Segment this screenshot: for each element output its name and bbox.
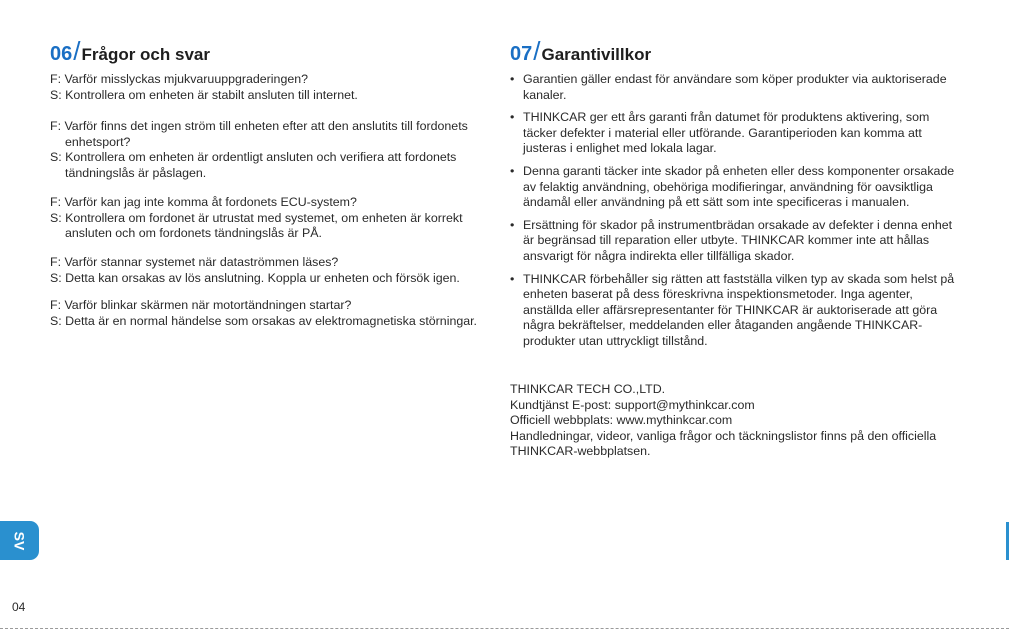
bullet-icon: • [510,72,515,86]
warranty-section-title: Garantivillkor [541,45,652,64]
bullet-icon: • [510,217,515,232]
faq-answer: S: Detta kan orsakas av lös anslutning. Koppla ur enheten och försök igen. [50,270,460,285]
bullet-icon: • [510,110,515,125]
faq-item [50,255,505,286]
warranty-term [510,272,965,350]
resources-note: Handledningar, videor, vanliga frågor och täckningslistor finns på den officiella THINKCAR-webbplatsen. [510,428,937,459]
faq-answer: S: Kontrollera om enheten är ordentligt ansluten och verifiera att fordonets tändningslås är påslagen. [50,150,457,180]
contact-info [510,382,940,460]
faq-question: F: Varför finns det ingen ström till enheten efter att den anslutits till fordonets enhetsport? [50,119,468,149]
faq-section-title: Frågor och svar [81,45,210,64]
faq-item [50,298,505,329]
page-bottom-divider [0,628,1009,629]
bullet-icon: • [510,163,515,178]
warranty-term-text: THINKCAR förbehåller sig rätten att fastställa vilken typ av skada som helst på enheten baserat på dess föreskrivna inspektionsmetoder. Inga agenter, anställda eller affärsrepresentanter för THINKCAR är auktoriserade att göra några bekräftelser, meddelanden eller åtaganden angående THINKCAR-produkter utan uttryckligt tillstånd. [523,271,955,348]
faq-question: F: Varför misslyckas mjukvaruuppgraderingen? [50,72,309,86]
faq-answer: S: Kontrollera om fordonet är utrustat med systemet, om enheten är korrekt ansluten och om fordonets tändningslås är PÅ. [50,210,463,241]
heading-slash-divider: / [533,36,541,66]
official-website: Officiell webbplats: www.mythinkcar.com [510,413,733,428]
warranty-term-text: Ersättning för skador på instrumentbrädan orsakade av defekter i denna enhet är begränsad till reparation eller utbyte. THINKCAR kommer inte att hållas ansvarigt för några indirekta eller tillfälliga skador. [523,217,953,263]
faq-heading [50,36,210,67]
warranty-term [510,164,965,211]
warranty-term-text: THINKCAR ger ett års garanti från datumet för produktens aktivering, som täcker defekter i material eller utförande. Garantiperioden kan komma att justeras i enlighet med lokala lagar. [523,110,930,156]
company-name: THINKCAR TECH CO.,LTD. [510,382,666,396]
language-tab [0,521,39,560]
warranty-term [510,218,965,265]
warranty-term-text: Denna garanti täcker inte skador på enheten eller dess komponenter orsakade av felaktig användning, obehöriga modifieringar, användning för oavsiktliga ändamål eller användning på ett sätt som inte specificeras i manualen. [523,163,955,210]
bullet-icon: • [510,271,515,286]
faq-answer: S: Detta är en normal händelse som orsakas av elektromagnetiska störningar. [50,313,478,328]
warranty-section-number: 07 [510,43,533,65]
support-email: Kundtjänst E-post: support@mythinkcar.com [510,397,755,412]
language-tab-label: SV [11,531,28,550]
faq-item [50,195,505,242]
warranty-term-text: Garantien gäller endast för användare som köper produkter via auktoriserade kanaler. [523,72,947,102]
warranty-terms-list [510,72,965,357]
faq-question: F: Varför kan jag inte komma åt fordonets ECU-system? [50,195,357,209]
faq-section-number: 06 [50,43,73,65]
faq-item [50,72,505,103]
page-number: 04 [12,600,26,614]
warranty-term [510,110,965,157]
warranty-term [510,72,965,103]
heading-slash-divider: / [73,36,81,66]
faq-question: F: Varför blinkar skärmen när motortändningen startar? [50,298,352,312]
faq-question: F: Varför stannar systemet när dataströmmen läses? [50,255,339,269]
faq-item [50,119,505,181]
warranty-heading [510,36,651,67]
faq-answer: S: Kontrollera om enheten är stabilt ansluten till internet. [50,87,358,102]
